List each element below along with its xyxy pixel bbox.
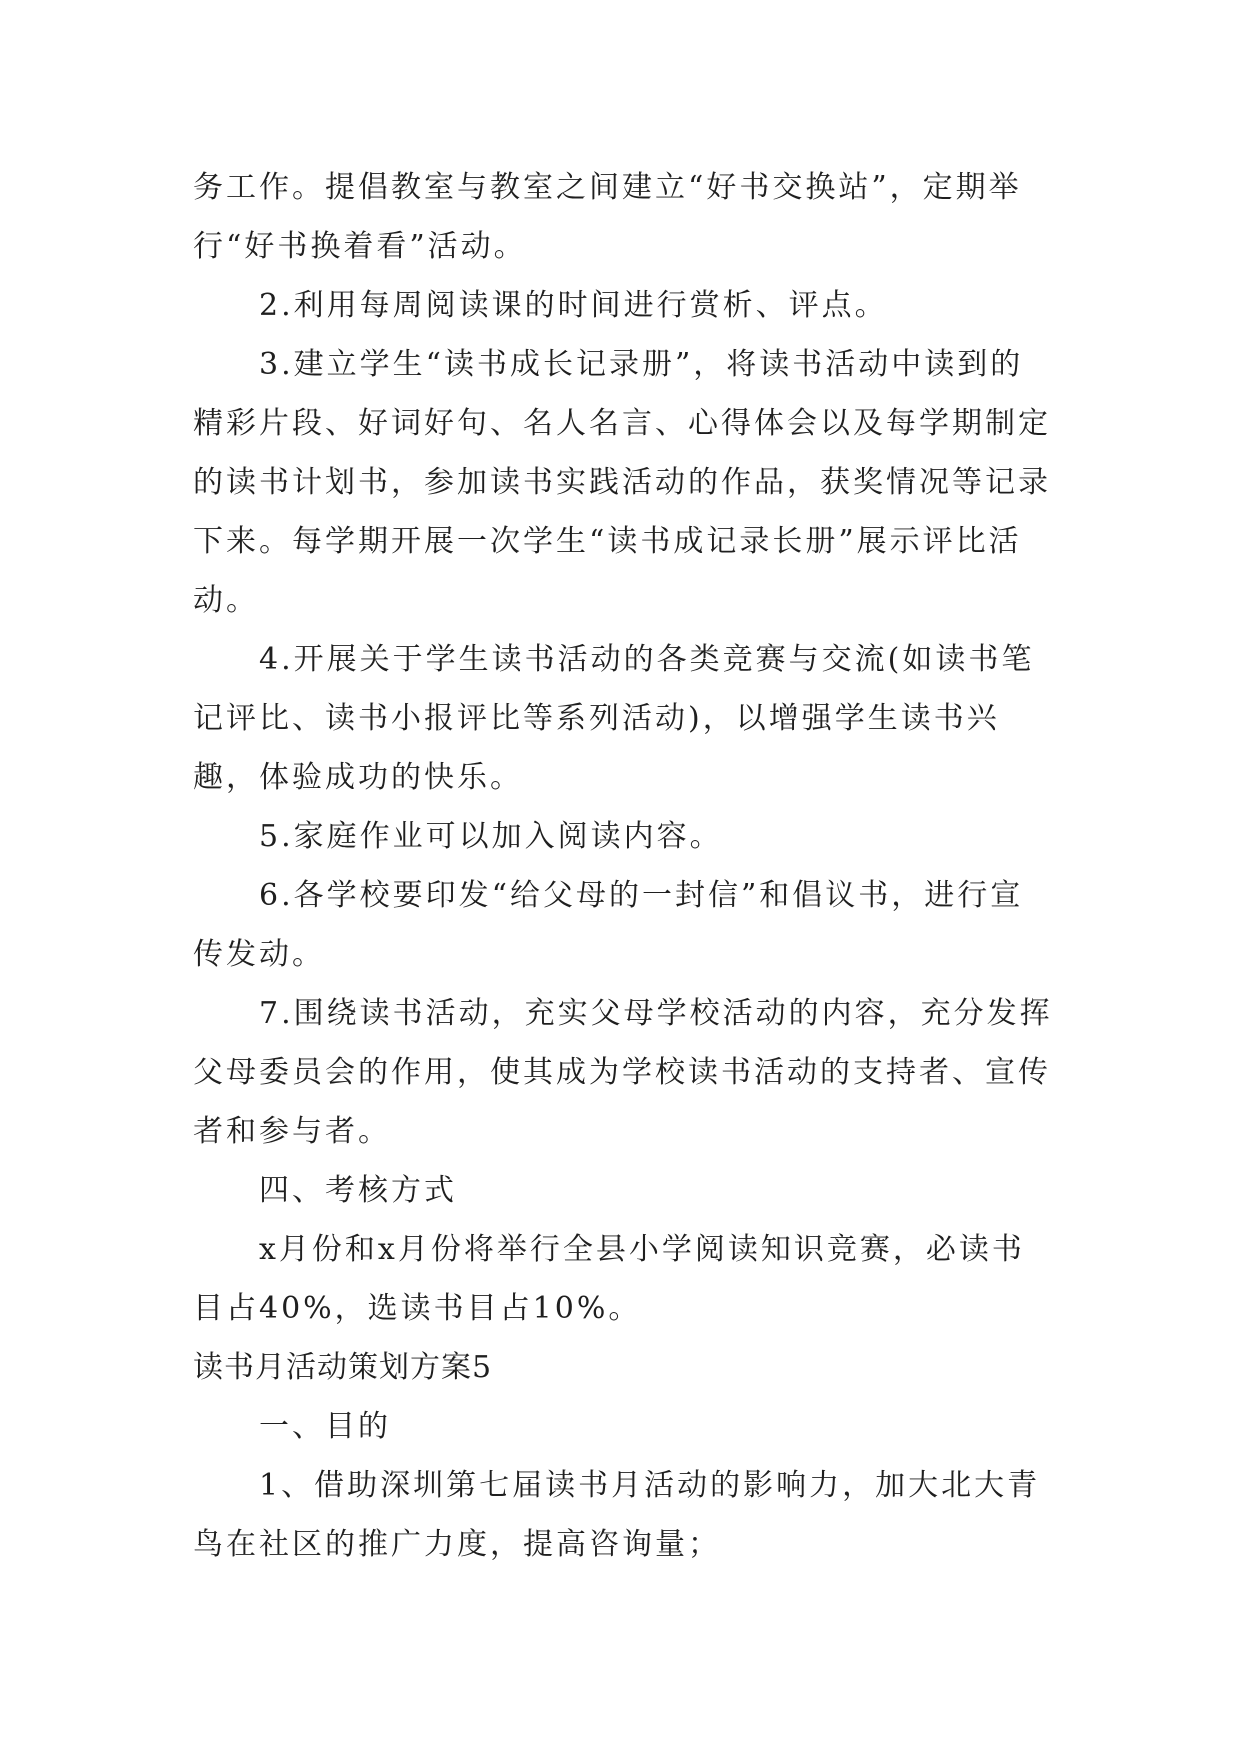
paragraph-item-2: 2.利用每周阅读课的时间进行赏析、评点。 — [259, 288, 888, 323]
paragraph-item-7: 7.围绕读书活动，充实父母学校活动的内容，充分发挥父母委员会的作用，使其成为学校读书活动的支持者、宣传者和参与者。 — [193, 996, 1053, 1149]
section-heading-plan-5: 读书月活动策划方案5 — [193, 1350, 493, 1385]
paragraph-item-3: 3.建立学生“读书成长记录册”，将读书活动中读到的精彩片段、好词好句、名人名言、心得体会以及每学期制定的读书计划书，参加读书实践活动的作品，获奖情况等记录下来。每学期开展一次学生“读书成记录长册”展示评比活动。 — [193, 347, 1051, 618]
paragraph-item-6: 6.各学校要印发“给父母的一封信”和倡议书，进行宣传发动。 — [193, 878, 1024, 972]
paragraph-item-5: 5.家庭作业可以加入阅读内容。 — [259, 819, 723, 854]
paragraph-purpose-1: 1、借助深圳第七届读书月活动的影响力，加大北大青鸟在社区的推广力度，提高咨询量； — [193, 1468, 1041, 1562]
paragraph-assessment: x月份和x月份将举行全县小学阅读知识竞赛，必读书目占40%，选读书目占10%。 — [193, 1232, 1025, 1326]
paragraph-item-4: 4.开展关于学生读书活动的各类竞赛与交流(如读书笔记评比、读书小报评比等系列活动)，以增强学生读书兴趣，体验成功的快乐。 — [193, 642, 1035, 795]
paragraph-exchange-station: 务工作。提倡教室与教室之间建立“好书交换站”，定期举行“好书换着看”活动。 — [193, 170, 1022, 264]
section-heading-assessment: 四、考核方式 — [259, 1173, 457, 1208]
document-body — [193, 158, 1053, 1574]
section-heading-purpose: 一、目的 — [259, 1409, 391, 1444]
